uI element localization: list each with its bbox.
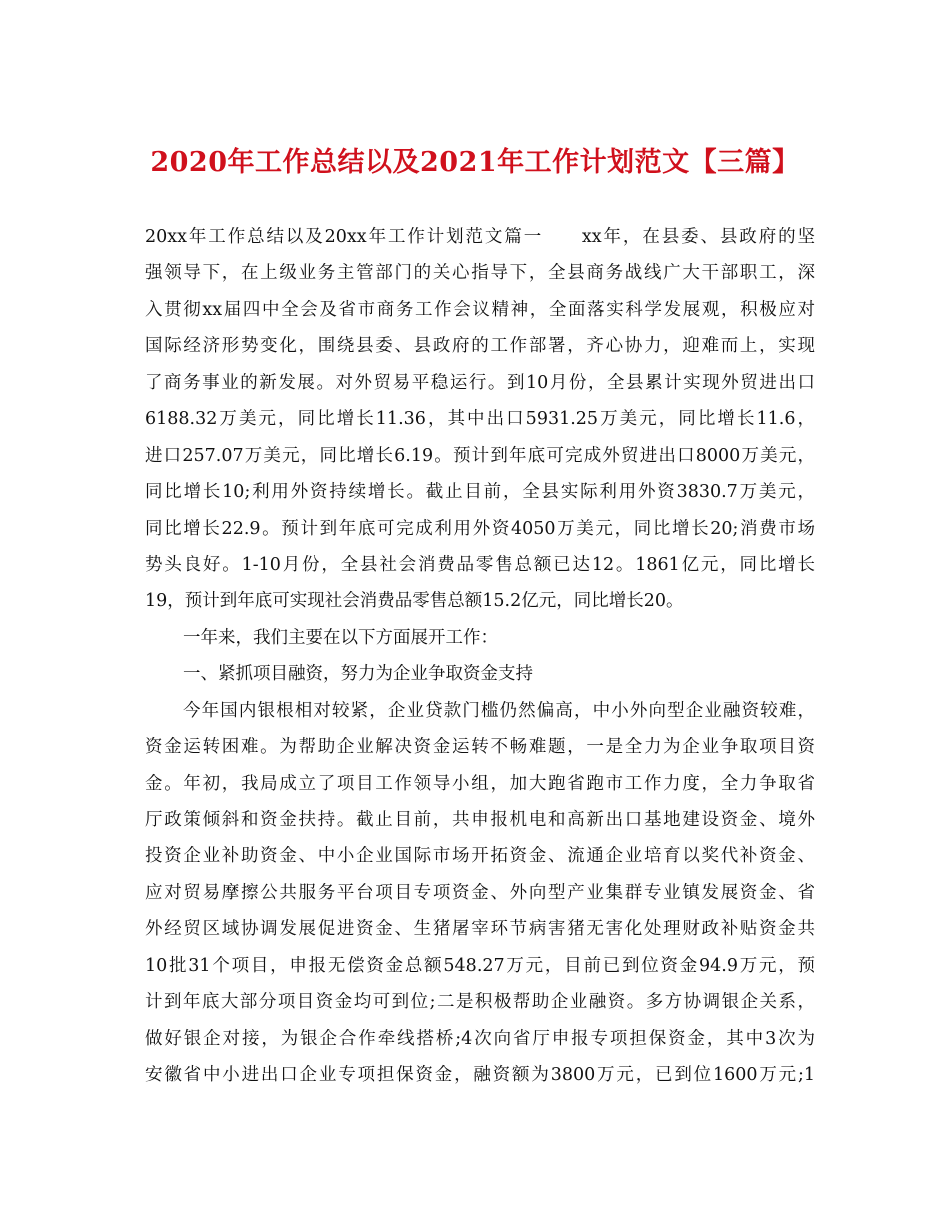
text-line: 应对贸易摩擦公共服务平台项目专项资金、外向型产业集群专业镇发展资金、省 — [145, 882, 815, 903]
text-line: 同比增长10;利用外资持续增长。截止目前，全县实际利用外资3830.7万美元， — [145, 482, 815, 503]
text-line: 资金运转困难。为帮助企业解决资金运转不畅难题，一是全力为企业争取项目资 — [145, 737, 815, 758]
text-line: 了商务事业的新发展。对外贸易平稳运行。到10月份，全县累计实现外贸进出口 — [145, 372, 815, 393]
text-line: 厅政策倾斜和资金扶持。截止目前，共申报机电和高新出口基地建设资金、境外 — [145, 810, 815, 830]
text-line: 势头良好。1-10月份，全县社会消费品零售总额已达12。1861亿元，同比增长 — [145, 554, 815, 575]
text-line: 今年国内银根相对较紧，企业贷款门槛仍然偏高，中小外向型企业融资较难， — [183, 700, 815, 721]
text-line: 计到年底大部分项目资金均可到位;二是积极帮助企业融资。多方协调银企关系， — [145, 992, 815, 1013]
text-line: 强领导下，在上级业务主管部门的关心指导下，全县商务战线广大干部职工，深 — [145, 263, 815, 284]
text-line: 19，预计到年底可实现社会消费品零售总额15.2亿元，同比增长20。 — [145, 591, 684, 612]
text-line: 安徽省中小进出口企业专项担保资金，融资额为3800万元，已到位1600万元;1 — [145, 1065, 815, 1086]
text-line: 外经贸区域协调发展促进资金、生猪屠宰环节病害猪无害化处理财政补贴资金共 — [145, 919, 815, 940]
text-line: 投资企业补助资金、中小企业国际市场开拓资金、流通企业培育以奖代补资金、 — [145, 846, 815, 867]
document-title: 2020年工作总结以及2021年工作计划范文【三篇】 — [150, 147, 800, 178]
text-line: 6188.32万美元，同比增长11.36，其中出口5931.25万美元，同比增长11.6， — [145, 409, 815, 430]
paragraph-intro: 一年来，我们主要在以下方面展开工作： — [183, 627, 498, 648]
text-line: 20xx年工作总结以及20xx年工作计划范文篇一 xx年，在县委、县政府的坚 — [145, 227, 815, 247]
text-line: 国际经济形势变化，围绕县委、县政府的工作部署，齐心协力，迎难而上，实现 — [145, 336, 815, 357]
text-line: 做好银企对接，为银企合作牵线搭桥;4次向省厅申报专项担保资金，其中3次为 — [145, 1028, 815, 1049]
text-line: 10批31个项目，申报无偿资金总额548.27万元，目前已到位资金94.9万元，预 — [145, 955, 815, 976]
document-body — [145, 219, 815, 1094]
text-line: 入贯彻xx届四中全会及省市商务工作会议精神，全面落实科学发展观，积极应对 — [145, 299, 815, 320]
text-line: 进口257.07万美元，同比增长6.19。预计到年底可完成外贸进出口8000万美元， — [145, 445, 815, 466]
text-line: 金。年初，我局成立了项目工作领导小组，加大跑省跑市工作力度，全力争取省 — [145, 773, 815, 794]
section-heading: 一、紧抓项目融资，努力为企业争取资金支持 — [183, 664, 533, 685]
text-line: 同比增长22.9。预计到年底可完成利用外资4050万美元，同比增长20;消费市场 — [145, 518, 815, 539]
